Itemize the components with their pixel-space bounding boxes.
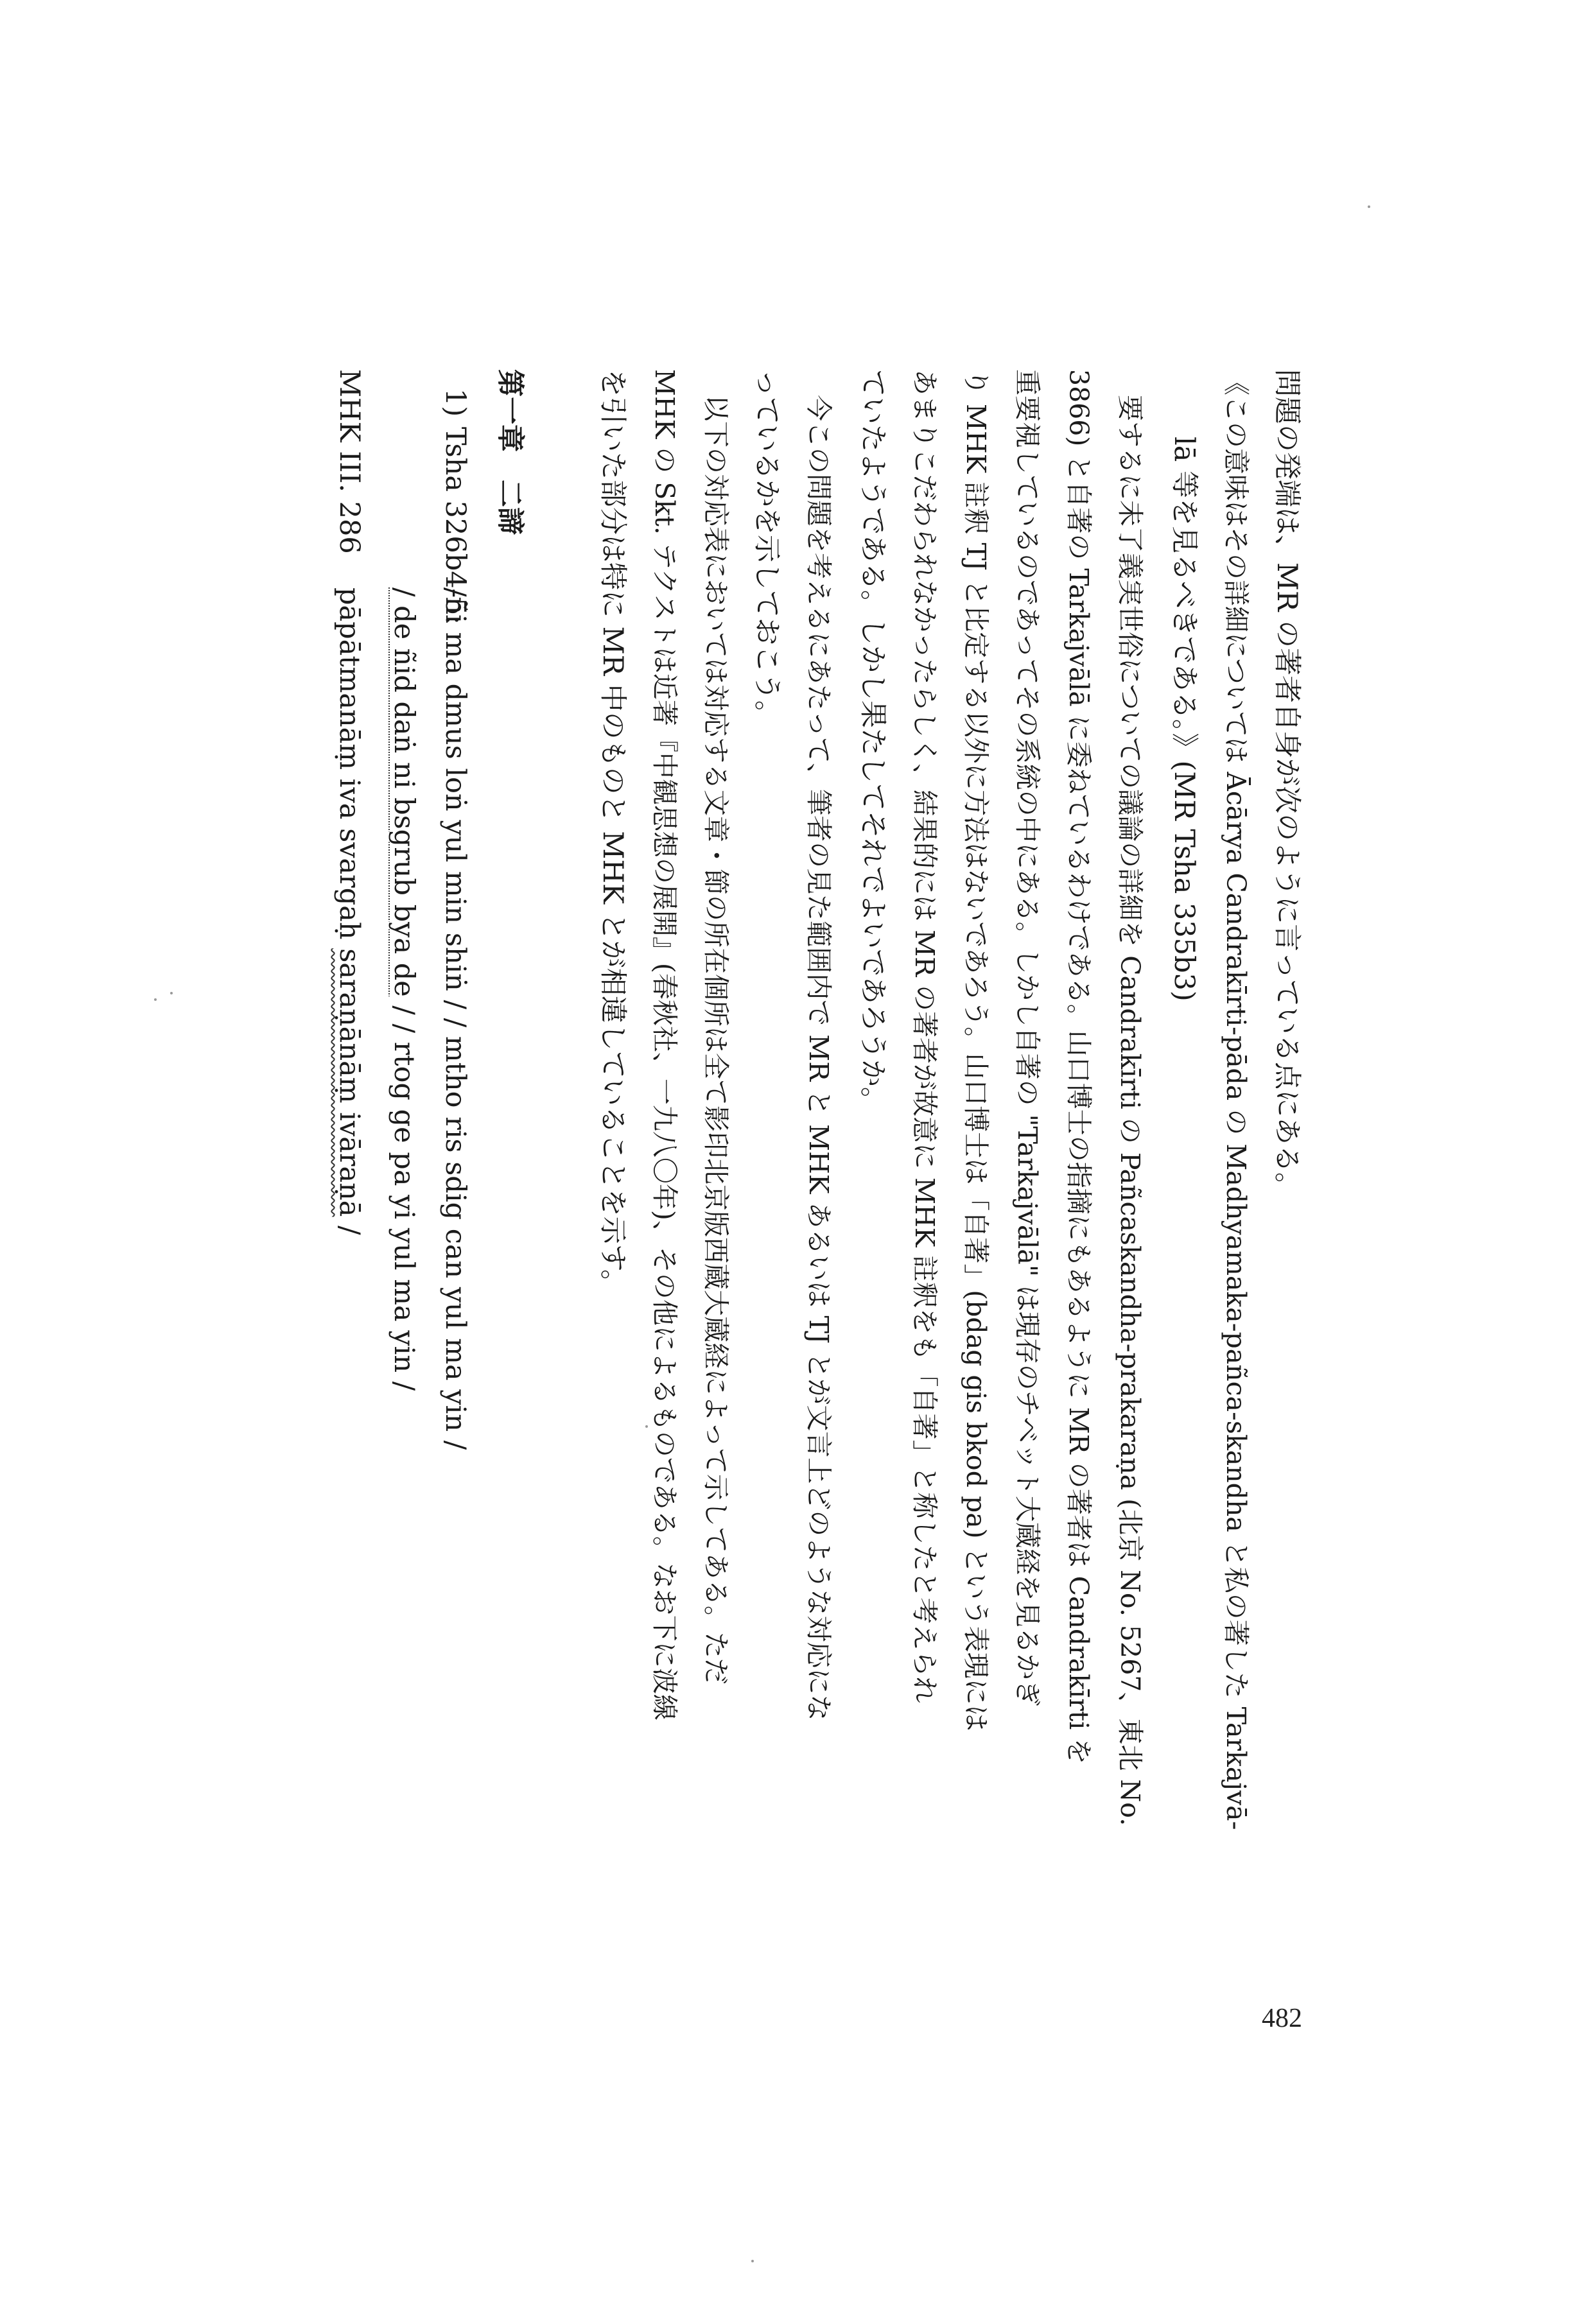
body-line-12: 以下の対応表においては対応する文章・節の所在個所は全て影印北京版西蔵大蔵経によって示してある。ただ (701, 395, 731, 1685)
body-line-11: っているかを示しておこう。 (751, 369, 783, 728)
page-number: 482 (1262, 2004, 1302, 2033)
wavy-underlined-span: saraṇānāṃ ivāraṇā (333, 948, 365, 1217)
entry-tibetan-line-2-rest: / / rtog ge pa yi yul ma yin / (388, 996, 420, 1391)
body-line-3: lā 等を見るべきである。》(MR Tsha 335b3) (1168, 437, 1200, 1002)
body-line-5: 3866) と自著の Tarkajvālā に委ねているわけである。山口博士の指摘にもあるように MR の著者は Candrakīrti を (1063, 369, 1094, 1765)
mhk-end-span: / (333, 1217, 365, 1235)
scan-speck (1368, 205, 1370, 208)
scan-speck (170, 992, 173, 994)
body-line-8: あまりこだわられなかったらしく、結果的には MR の著者が故意に MHK 註釈をも「自著」と称したと考えられ (909, 369, 940, 1703)
entry-tibetan-line-1: /ñi ma dmus loṅ yul min shiṅ / / mtho ris sdig can yul ma yin / (439, 587, 471, 1450)
dotted-underlined-span: / de ñid daṅ ni bsgrub bya de (388, 587, 420, 997)
mhk-sanskrit-line (335, 587, 363, 1235)
body-line-9: ていたようである。しかし果たしてそれでよいであろうか。 (857, 369, 889, 1114)
mhk-label: MHK III. 286 (333, 369, 365, 554)
body-line-2: 《この意味はその詳細については Ācārya Candrakīrti-pāda の Madhyamaka-pañca-skandha と私の著した Tarkajvā- (1221, 369, 1251, 1830)
body-line-7: り MHK 註釈 TJ と比定する以外に方法はないであろう。山口博士は「自著」(bdag gis bkod pa) という表現には (961, 369, 991, 1731)
scan-speck (154, 998, 157, 1001)
body-line-1: 問題の発端は、MR の著者自身が次のように言っている点にある。 (1271, 369, 1303, 1201)
body-line-6: 重要視しているのであってその系統の中にある。しかし自著の "Tarkajvālā" は現存のチベット大蔵経を見るかぎ (1012, 369, 1043, 1706)
scan-speck (645, 1425, 648, 1428)
entry-label: 1) (439, 388, 471, 417)
mhk-plain-span: pāpātmanāṃ iva svargaḥ (333, 587, 365, 949)
body-line-4: 要するに未了義実世俗についての議論の詳細を Candrakīrti の Pañcaskandha-prakaraṇa (北京 No. 5267、東北 No. (1115, 395, 1146, 1826)
body-line-14: を引いた部分は特に MR 中のものと MHK とが相違していることを示す。 (597, 369, 629, 1297)
entry-tibetan-line-2 (388, 587, 420, 1391)
entry-source: Tsha 326b4-5: (439, 427, 471, 625)
scan-speck (751, 2260, 754, 2262)
body-line-13: MHK の Skt. テクストは近著『中観思想の展開』(春秋社、一九八〇年)、その他によるものである。なお下に波線 (649, 369, 680, 1721)
body-line-10: 今この問題を考えるにあたって、筆者の見た範囲内で MR と MHK あるいは TJ とが文言上どのような対応にな (803, 395, 834, 1721)
chapter-heading: 第一章 二諦 (494, 369, 526, 535)
